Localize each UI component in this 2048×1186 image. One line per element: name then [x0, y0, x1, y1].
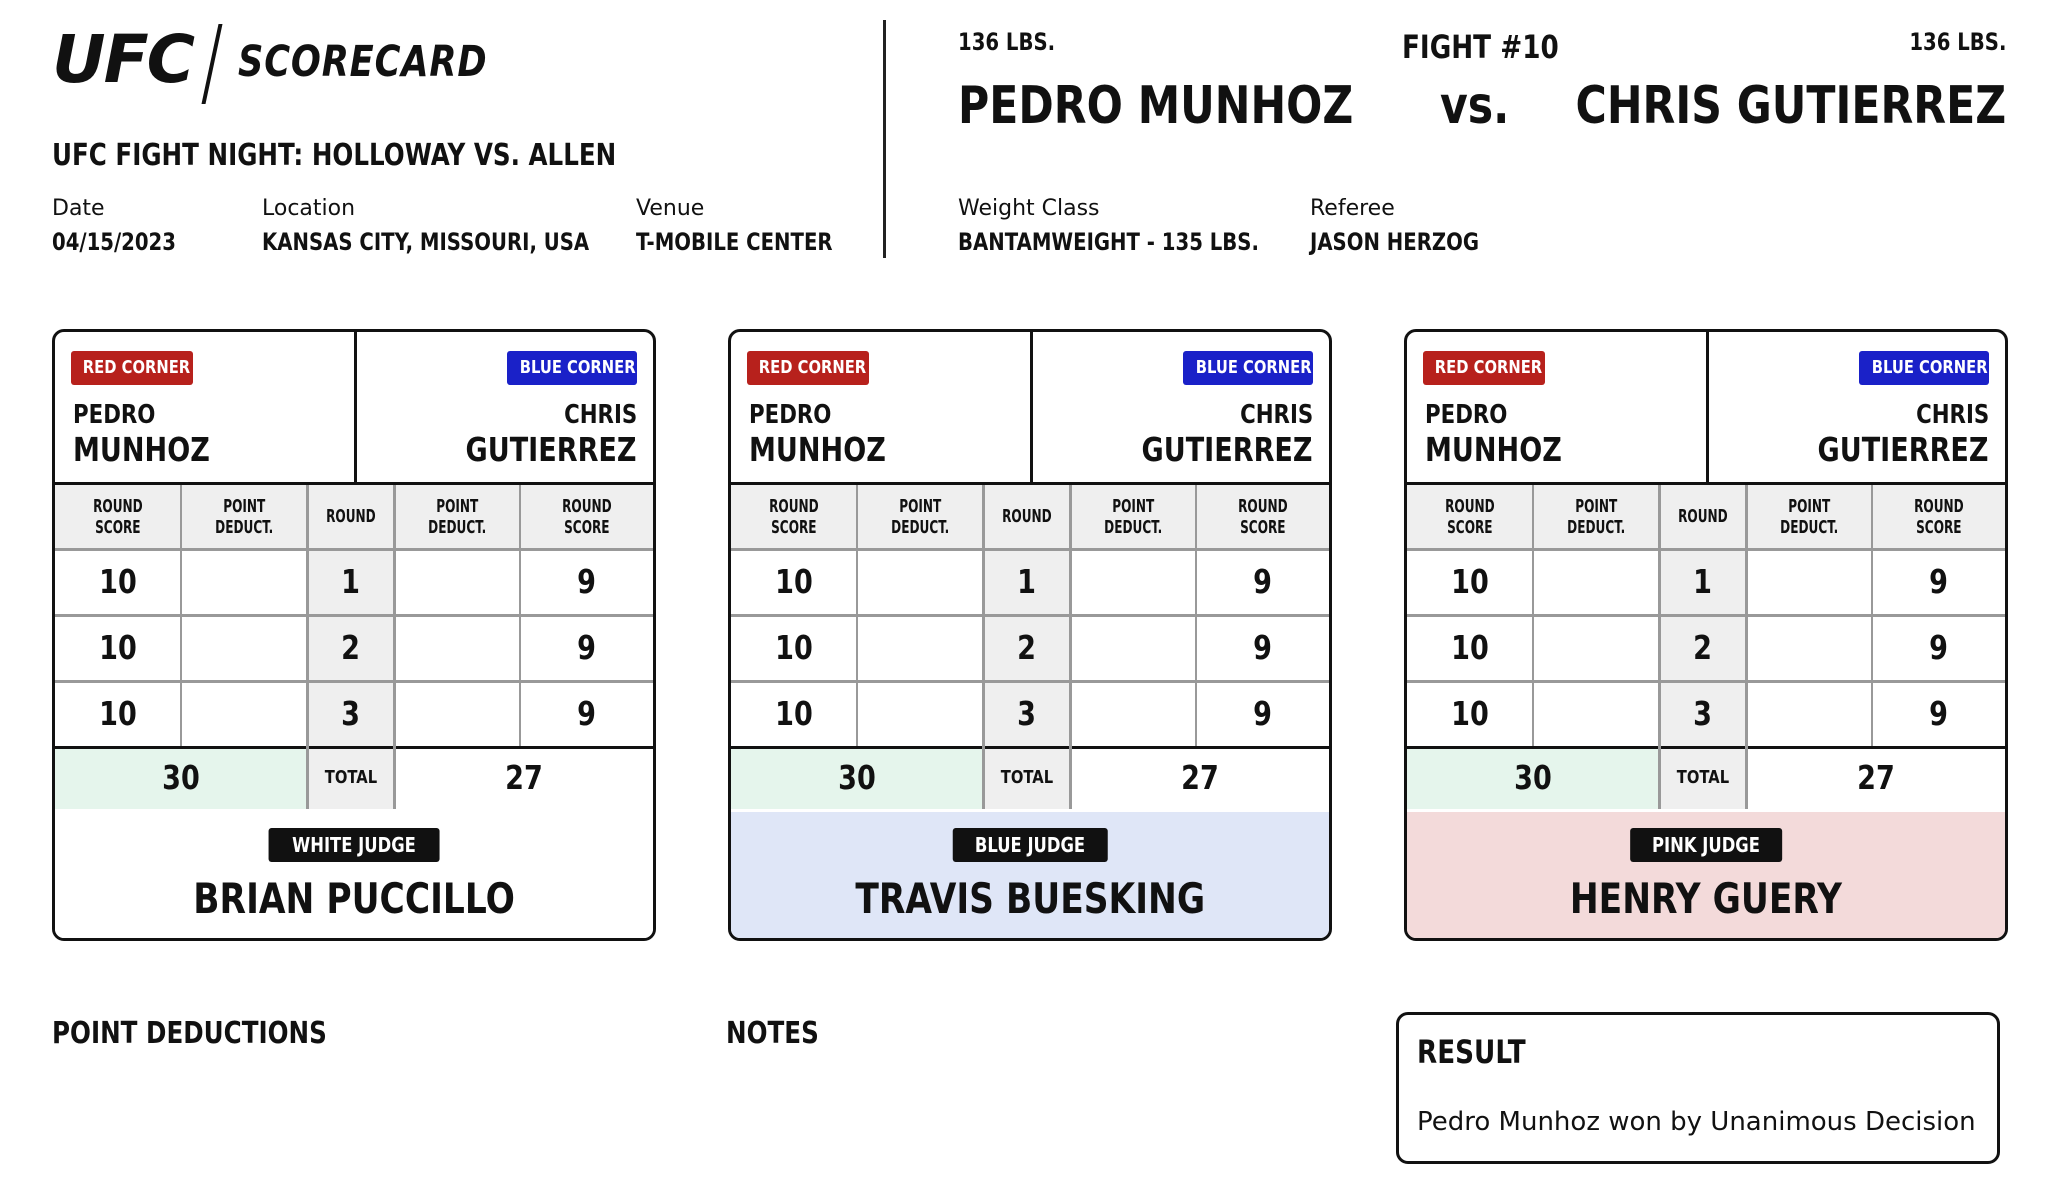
round-number: 1 — [307, 548, 394, 614]
weight-class-label: Weight Class — [958, 196, 1100, 221]
blue-point-deduction — [1746, 548, 1872, 614]
red-point-deduction — [1533, 680, 1659, 746]
red-round-score: 10 — [775, 627, 813, 667]
blue-corner-badge: BLUE CORNER — [1183, 351, 1313, 385]
grid-line — [55, 680, 653, 683]
grid-line — [1532, 485, 1534, 746]
red-point-deduction — [857, 680, 983, 746]
grid-line — [1658, 485, 1661, 809]
red-total-score: 30 — [731, 746, 983, 809]
total-label: TOTAL — [983, 746, 1070, 809]
round-number: 3 — [1659, 680, 1746, 746]
judge-badge: WHITE JUDGE — [269, 828, 440, 862]
date-label: Date — [52, 196, 105, 221]
red-round-score: 10 — [1451, 561, 1489, 601]
red-point-deduction — [1533, 614, 1659, 680]
blue-fighter-first-name: CHRIS — [563, 400, 637, 430]
score-grid — [731, 485, 1329, 809]
judge-area — [55, 812, 653, 941]
point-deduct-header: POINT DEDUCT. — [857, 485, 983, 548]
grid-line — [1871, 485, 1873, 746]
blue-total-score: 27 — [1180, 758, 1219, 797]
red-fighter-name: PEDRO MUNHOZ — [958, 76, 1354, 136]
grid-line — [731, 746, 1329, 749]
blue-round-score: 9 — [1253, 561, 1272, 601]
grid-line — [731, 548, 1329, 551]
venue-value: T-MOBILE CENTER — [636, 228, 833, 256]
round-header: ROUND — [983, 485, 1070, 548]
red-round-score: 10 — [99, 693, 137, 733]
grid-line — [1407, 746, 2005, 749]
location-value: KANSAS CITY, MISSOURI, USA — [262, 228, 590, 256]
round-number: 2 — [1659, 614, 1746, 680]
red-fighter-last-name: MUNHOZ — [749, 430, 886, 469]
red-point-deduction — [181, 614, 307, 680]
blue-point-deduction — [1746, 614, 1872, 680]
judge-badge: BLUE JUDGE — [953, 828, 1108, 862]
point-deduct-header: POINT DEDUCT. — [1533, 485, 1659, 548]
grid-line — [1069, 485, 1072, 809]
header-divider — [883, 20, 886, 258]
blue-round-score: 9 — [577, 693, 596, 733]
blue-total-score: 27 — [504, 758, 543, 797]
blue-fighter-last-name: GUTIERREZ — [466, 430, 637, 469]
blue-point-deduction — [394, 614, 520, 680]
blue-fighter-last-name: GUTIERREZ — [1818, 430, 1989, 469]
round-score-header: ROUND SCORE — [1872, 485, 2005, 548]
blue-fighter-first-name: CHRIS — [1239, 400, 1313, 430]
grid-line — [731, 680, 1329, 683]
point-deduct-header: POINT DEDUCT. — [1070, 485, 1196, 548]
round-header: ROUND — [307, 485, 394, 548]
red-fighter-first-name: PEDRO — [749, 400, 832, 430]
date-value: 04/15/2023 — [52, 228, 176, 256]
round-score-header: ROUND SCORE — [1407, 485, 1533, 548]
blue-corner-badge: BLUE CORNER — [507, 351, 637, 385]
point-deduct-header: POINT DEDUCT. — [1746, 485, 1872, 548]
grid-line — [856, 485, 858, 746]
venue-label: Venue — [636, 196, 705, 221]
blue-round-score: 9 — [1929, 627, 1948, 667]
round-number: 3 — [307, 680, 394, 746]
grid-line — [982, 485, 985, 809]
red-point-deduction — [1533, 548, 1659, 614]
grid-line — [519, 485, 521, 746]
judge-name: HENRY GUERY — [1569, 874, 1843, 923]
blue-round-score: 9 — [1253, 627, 1272, 667]
point-deduct-header: POINT DEDUCT. — [181, 485, 307, 548]
grid-line — [55, 548, 653, 551]
blue-round-score: 9 — [577, 627, 596, 667]
grid-line — [393, 485, 396, 809]
ufc-scorecard-logo — [52, 21, 488, 102]
blue-point-deduction — [394, 680, 520, 746]
result-text: Pedro Munhoz won by Unanimous Decision — [1417, 1107, 1976, 1137]
blue-corner-badge: BLUE CORNER — [1859, 351, 1989, 385]
round-score-header: ROUND SCORE — [731, 485, 857, 548]
score-grid — [55, 485, 653, 809]
blue-fighter-name: CHRIS GUTIERREZ — [1575, 76, 2006, 136]
blue-round-score: 9 — [1929, 561, 1948, 601]
judge-area — [731, 812, 1329, 941]
blue-total-score: 27 — [1856, 758, 1895, 797]
vs-text: vs. — [1440, 76, 1510, 136]
red-round-score: 10 — [775, 561, 813, 601]
judge-name: BRIAN PUCCILLO — [193, 874, 515, 923]
weight-class-value: BANTAMWEIGHT - 135 LBS. — [958, 228, 1259, 256]
notes-title: NOTES — [726, 1016, 819, 1051]
red-corner-badge: RED CORNER — [1423, 351, 1545, 385]
total-label: TOTAL — [307, 746, 394, 809]
blue-point-deduction — [1746, 680, 1872, 746]
location-label: Location — [262, 196, 356, 221]
grid-line — [55, 614, 653, 617]
blue-round-score: 9 — [577, 561, 596, 601]
round-score-header: ROUND SCORE — [1196, 485, 1329, 548]
judge-scorecard — [1404, 329, 2008, 941]
round-score-header: ROUND SCORE — [55, 485, 181, 548]
round-number: 1 — [983, 548, 1070, 614]
round-number: 2 — [307, 614, 394, 680]
grid-line — [55, 746, 653, 749]
blue-fighter-first-name: CHRIS — [1915, 400, 1989, 430]
card-fighters — [731, 332, 1329, 485]
logo-slash-divider — [201, 24, 222, 104]
red-corner-badge: RED CORNER — [747, 351, 869, 385]
red-round-score: 10 — [99, 627, 137, 667]
blue-point-deduction — [1070, 548, 1196, 614]
card-fighters — [1407, 332, 2005, 485]
judge-name: TRAVIS BUESKING — [855, 874, 1205, 923]
red-point-deduction — [857, 548, 983, 614]
total-label: TOTAL — [1659, 746, 1746, 809]
grid-line — [1407, 614, 2005, 617]
red-total-score: 30 — [55, 746, 307, 809]
point-deductions-title: POINT DEDUCTIONS — [52, 1016, 327, 1051]
red-round-score: 10 — [1451, 627, 1489, 667]
grid-line — [1195, 485, 1197, 746]
corner-divider — [1706, 332, 1709, 485]
round-number: 3 — [983, 680, 1070, 746]
blue-point-deduction — [1070, 614, 1196, 680]
referee-value: JASON HERZOG — [1310, 228, 1480, 256]
scorecard-title: SCORECARD — [238, 37, 488, 87]
red-fighter-first-name: PEDRO — [1425, 400, 1508, 430]
blue-weight: 136 LBS. — [1908, 28, 2006, 56]
corner-divider — [354, 332, 357, 485]
result-title: RESULT — [1417, 1033, 1526, 1071]
grid-line — [180, 485, 182, 746]
blue-fighter-last-name: GUTIERREZ — [1142, 430, 1313, 469]
blue-round-score: 9 — [1929, 693, 1948, 733]
judge-area — [1407, 812, 2005, 941]
round-header: ROUND — [1659, 485, 1746, 548]
grid-line — [1407, 548, 2005, 551]
red-point-deduction — [181, 680, 307, 746]
point-deduct-header: POINT DEDUCT. — [394, 485, 520, 548]
card-fighters — [55, 332, 653, 485]
red-round-score: 10 — [775, 693, 813, 733]
judge-badge: PINK JUDGE — [1630, 828, 1782, 862]
result-box — [1396, 1012, 2000, 1164]
judge-scorecard — [728, 329, 1332, 941]
corner-divider — [1030, 332, 1033, 485]
red-fighter-first-name: PEDRO — [73, 400, 156, 430]
ufc-logo-text: UFC — [52, 21, 194, 98]
red-fighter-last-name: MUNHOZ — [73, 430, 210, 469]
blue-point-deduction — [394, 548, 520, 614]
grid-line — [1745, 485, 1748, 809]
blue-round-score: 9 — [1253, 693, 1272, 733]
referee-label: Referee — [1310, 196, 1395, 221]
red-point-deduction — [857, 614, 983, 680]
score-grid — [1407, 485, 2005, 809]
red-round-score: 10 — [99, 561, 137, 601]
event-title: UFC FIGHT NIGHT: HOLLOWAY VS. ALLEN — [52, 138, 617, 173]
red-weight: 136 LBS. — [958, 28, 1056, 56]
red-fighter-last-name: MUNHOZ — [1425, 430, 1562, 469]
grid-line — [731, 614, 1329, 617]
blue-point-deduction — [1070, 680, 1196, 746]
grid-line — [306, 485, 309, 809]
fight-number: FIGHT #10 — [1402, 28, 1559, 66]
red-corner-badge: RED CORNER — [71, 351, 193, 385]
red-point-deduction — [181, 548, 307, 614]
judge-scorecard — [52, 329, 656, 941]
round-number: 2 — [983, 614, 1070, 680]
red-round-score: 10 — [1451, 693, 1489, 733]
round-score-header: ROUND SCORE — [520, 485, 653, 548]
red-total-score: 30 — [1407, 746, 1659, 809]
round-number: 1 — [1659, 548, 1746, 614]
grid-line — [1407, 680, 2005, 683]
